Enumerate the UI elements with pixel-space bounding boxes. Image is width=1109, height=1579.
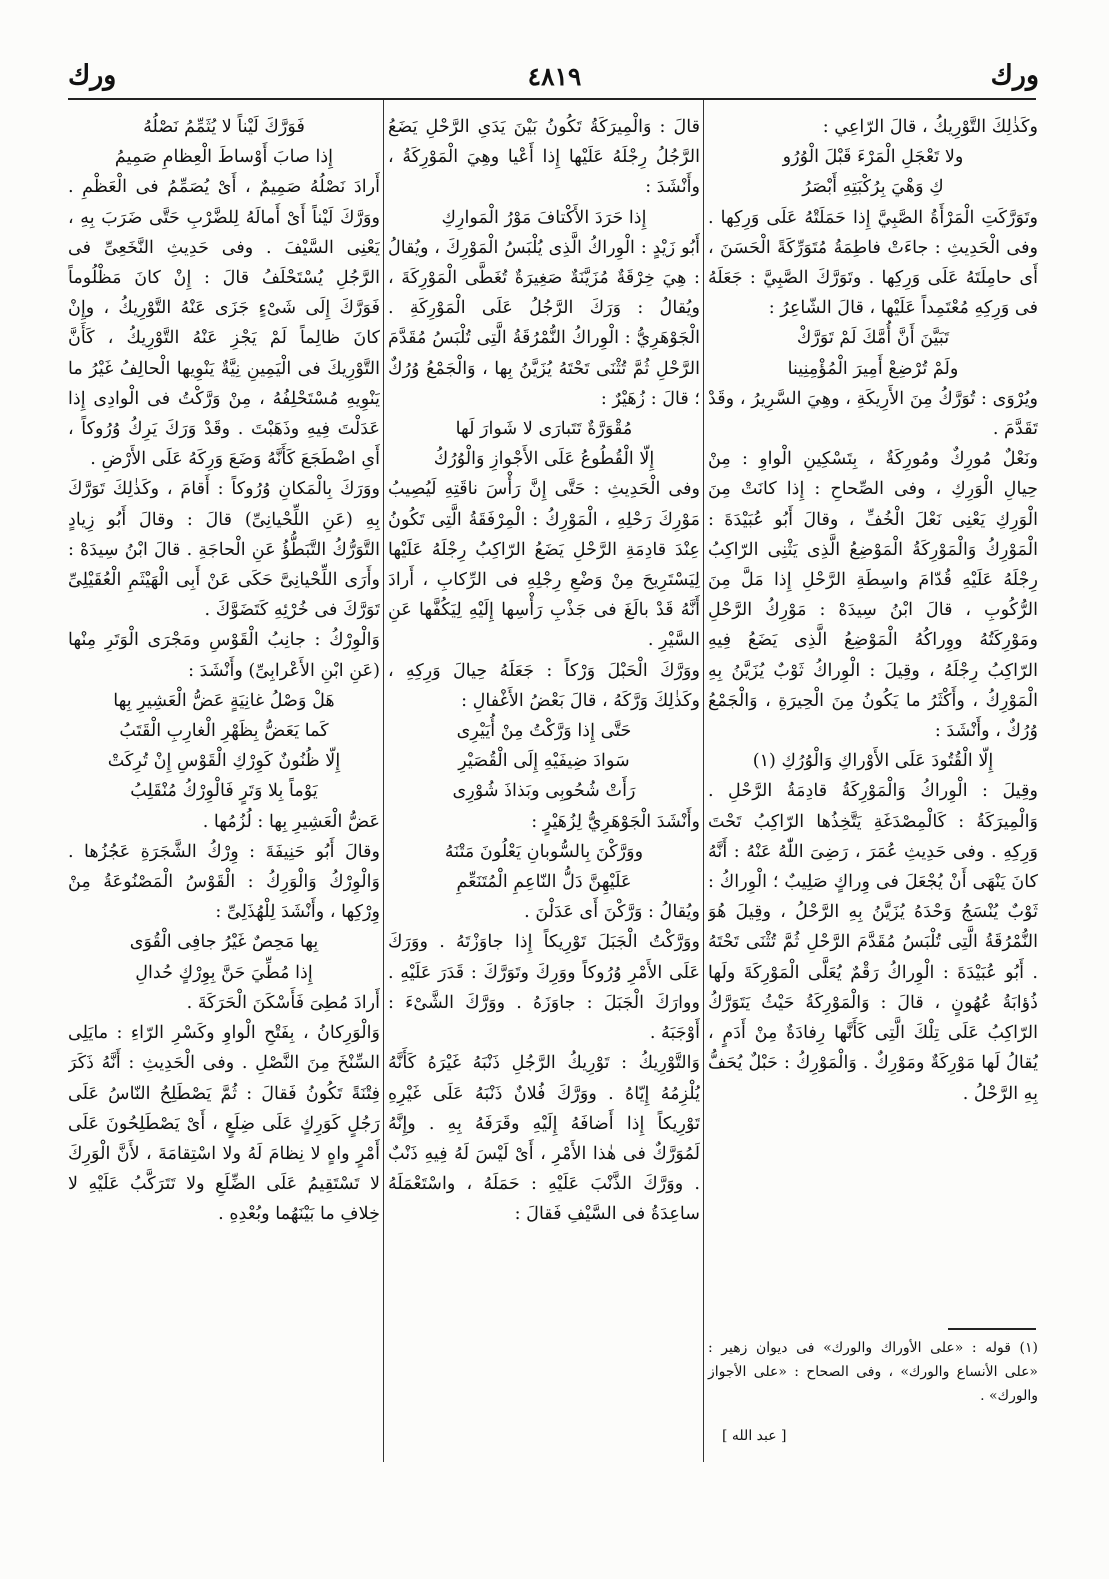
verse-line: فَوَرَّكَ لَيْناً لا يُثَمِّمُ نَصْلُهُ — [143, 117, 305, 137]
header-entry-left: ورك — [68, 60, 117, 91]
paragraph: قالَ : وَالْمِيرَكَةُ تَكُونُ بَيْنَ يَدَىِ الرَّحْلِ يَضَعُ الرَّجُلُ رِجْلَهُ عَلَيْها إِذا أَعْيا وهِيَ الْمَوْرِكَةُ ، وأَنْشَدَ : — [388, 117, 700, 198]
paragraph: وَالتَّوْرِيكُ : تَوْرِيكُ الرَّجُلِ ذَنْبَهُ غَيْرَهُ كَأَنَّهُ يُلْزِمُهُ إِيّاهُ . ووَرَّكَ فُلانٌ ذَنْبَهُ عَلَى غَيْرِهِ تَوْرِيكاً إِذا أَضافَهُ إِلَيْهِ وقَرَفَهُ بِهِ . وإِنَّهُ لَمُوَرَّكٌ فى هٰذا الأَمْرِ ، أَىْ لَيْسَ لَهُ فِيهِ ذَنْبٌ . ووَرَّكَ الذَّنْبَ عَلَيْهِ : حَمَلَهُ ، واسْتَعْمَلَهُ ساعِدَةُ فى السَّيْفِ فَقالَ : — [388, 1053, 700, 1225]
verse-line: ووَرَّكْنَ بِالسُّوبانِ يَعْلُونَ مَتْنَهُ — [444, 841, 644, 862]
footnote — [708, 1336, 1038, 1408]
verse-line: كِ وَهْيَ بِرُكْبَتِهِ أَبْصَرُ — [802, 177, 944, 198]
verse-line: عَلَيْهِنَّ دَلُّ النّاعِمِ الْمُتَنَعِّمِ — [456, 872, 632, 893]
text-column-right — [708, 112, 1038, 1324]
verse-line: بِها مَحِصٌ غَيْرُ جافِى الْقُوَى — [129, 932, 319, 953]
verse-line: تَبَيَّنَ أَنَّ أُمَّكَ لَمْ تَوَرَّكْ — [796, 328, 950, 349]
paragraph: وتَوَرَّكَتِ الْمَرْأَةُ الصَّبِيَّ إِذا حَمَلَتْهُ عَلَى وَرِكِها . وفى الْحَدِيثِ : جاءَتْ فاطِمَةُ مُتَوَرِّكَةً الْحَسَنَ ، أَى حامِلَتَهُ عَلَى وَرِكِها . وتَوَرَّكَ الصَّبِيَّ : جَعَلَهُ فى وَرِكِهِ مُعْتَمِداً عَلَيْها ، قالَ الشّاعِرُ : — [708, 207, 1038, 319]
verse-line: يَوْماً بِلا وَتَرٍ فَالْوِرْكُ مُنْقَلِبُ — [130, 781, 318, 802]
column-divider — [383, 100, 384, 1462]
verse-line: إِلّا ظُنُونٌ كَوِرْكِ الْقَوْسِ إِنْ تُرِكَتْ — [107, 751, 341, 772]
header-rule — [68, 98, 1036, 100]
verse-line: مُقْوَرَّةٌ تَتَبارَى لا شَوارَ لَها — [455, 419, 633, 440]
paragraph: أَرادَ نَصْلُهُ صَمِيمٌ ، أَىْ يُصَمِّمُ فى الْعَظْمِ . ووَرَّكَ لَيْناً أَىْ أَمالَهُ لِلضَّرْبِ حَتَّى ضَرَبَ بِهِ ، يَعْنِى السَّيْفَ . وفى حَدِيثِ النَّخَعِىِّ فى الرَّجُلِ يُسْتَحْلَفُ قالَ : إِنْ كانَ مَظْلُوماً فَوَرَّكَ إِلَى شَىْءٍ جَزَى عَنْهُ التَّوْرِيكُ ، وإِنْ كانَ ظالِماً لَمْ يَجْزِ عَنْهُ التَّوْرِيكُ ، كَأَنَّ التَّوْرِيكَ فى الْيَمِينِ نِيَّةٌ يَنْوِيها الْحالِفُ غَيْرُ ما يَنْوِيهِ مُسْتَحْلِفُهُ ، مِنْ وَرَّكْتُ فى الْوادِى إِذا عَدَلْتَ فِيهِ وذَهَبْتَ . وقَدْ وَرَكَ يَرِكُ وُرُوكاً ، أَىِ اضْطَجَعَ كَأَنَّهُ وَضَعَ وَرِكَهُ عَلَى الأَرْضِ . — [68, 177, 380, 470]
verse-line: إِذا مُطِّيَ حَنَّ بِوِرْكٍ حُدالِ — [135, 962, 313, 983]
verse-line: هَلْ وَصْلُ غانِيَةٍ عَضُّ الْعَشِيرِ بِها — [113, 690, 335, 711]
paragraph: ووَرَكَ بِالْمَكانِ وُرُوكاً : أَقامَ ، وكَذٰلِكَ تَوَرَّكَ بِهِ (عَنِ اللِّحْيانِىِّ) قالَ : وقالَ أَبُو زِيادٍ التَّوَرُّكُ التَّبَطُّؤُ عَنِ الْحاجَةِ . قالَ ابْنُ سِيدَهْ : وأَرَى اللِّحْيانِىَّ حَكَى عَنْ أَبِى الْهَيْثَمِ الْعُقَيْلِىِّ تَوَرَّكَ فى خُرْئِهِ كَتَضَوَّكَ . — [68, 479, 380, 621]
paragraph: وكَذٰلِكَ التَّوْرِيكُ ، قالَ الرّاعِي : — [822, 117, 1038, 137]
paragraph: ووَرَّكْتُ الْجَبَلَ تَوْرِيكاً إِذا جاوَزْتَهُ . ووَرَكَ عَلَى الأَمْرِ وُرُوكاً ووَرِكَ وتَوَرَّكَ : قَدَرَ عَلَيْهِ . ووارَكَ الْجَبَلَ : جاوَزَهُ . ووَرَّكَ الشَّىْءَ : أَوْجَبَهُ . — [388, 932, 700, 1044]
page-number: ٤٨١٩ — [527, 62, 582, 91]
paragraph: وقالَ أَبُو حَنِيفَةَ : وِرْكُ الشَّجَرَةِ عَجُزُها . وَالْوِرْكُ وَالْوَرِكُ : الْقَوْسُ الْمَصْنُوعَةُ مِنْ وِرْكِها ، وأَنْشَدَ لِلْهُذَلِىِّ : — [68, 841, 380, 923]
paragraph: أَبُو زَيْدٍ : الْوِراكُ الَّذِى يُلْبَسُ الْمَوْرِكَ ، ويُقالُ : هِيَ خِرْقَةٌ مُزَيَّنَةٌ صَغِيرَةٌ تُغَطَّى الْمَوْرِكَةَ ، ويُقالُ : وَرَكَ الرَّجُلُ عَلَى الْمَوْرِكَةِ . الْجَوْهَرِيُّ : الْوِراكُ النُّمْرُقَةُ الَّتِى تُلْبَسُ مُقَدَّمَ الرَّحْلِ ثُمَّ تُثْنَى تَحْتَهُ يُزَيَّنُ بِها ، وَالْجَمْعُ وُرُكٌ ؛ قالَ : زُهَيْرٌ : — [388, 237, 700, 409]
footnote-line: (١) قوله : «على الأوراك والورك» فى ديوان زهير : «على الأنساع والورك» ، وفى الصحاح : «على الأجواز والورك» . — [708, 1340, 1038, 1404]
paragraph: وقِيلَ : الْوِراكُ وَالْمَوْرِكَةُ قادِمَةُ الرَّحْلِ . وَالْمِيرَكَةُ : كَالْمِصْدَغَةِ يَتَّخِذُها الرّاكِبُ تَحْتَ وَرِكِهِ . وفى حَدِيثِ عُمَرَ ، رَضِىَ اللّٰهُ عَنْهُ : أَنَّهُ كانَ يَنْهَى أَنْ يُجْعَلَ فى وِراكٍ صَلِيبٌ ؛ الْوِراكُ : ثَوْبٌ يُنْسَجُ وَحْدَهُ يُزَيَّنُ بِهِ الرَّحْلُ ، وقِيلَ هُوَ النُّمْرُقَةُ الَّتِى تُلْبَسُ مُقَدَّمَ الرَّحْلِ ثُمَّ تُثْنَى تَحْتَهُ . أَبُو عُبَيْدَةَ : الْوِراكُ رَقْمٌ يُعَلَّى الْمَوْرِكَةَ ولَها ذُؤابَةُ عُهُونٍ ، قالَ : وَالْمَوْرِكَةُ حَيْثُ يَتَوَرَّكُ الرّاكِبُ عَلَى تِلْكَ الَّتِى كَأَنَّها رِفادَةٌ مِنْ أَدَمٍ ، يُقالُ لَها مَوْرِكَةٌ ومَوْرِكٌ . وَالْمَوْرِكُ : حَبْلٌ يُحَفُّ بِهِ الرَّحْلُ . — [708, 781, 1038, 1104]
text-column-left — [68, 112, 380, 1460]
verse-line: رَأَتْ شُحُوبِى وبَذاذَ شُوْرِى — [452, 781, 636, 802]
paragraph: ووَرَّكَ الْحَبْلَ وَرْكاً : جَعَلَهُ حِيالَ وَرِكِهِ ، وكَذٰلِكَ وَرَّكَهُ ، قالَ بَعْضُ الأَغْفالِ : — [388, 660, 700, 711]
paragraph: ويُقالُ : وَرَّكْنَ أَى عَدَلْنَ . — [524, 902, 700, 923]
paragraph: وَالْوَرِكانُ ، بِفَتْحِ الْواوِ وكَسْرِ الرّاءِ : مايَلِى السِّنْخَ مِنَ النَّصْلِ . وفى الْحَدِيثِ : أَنَّهُ ذَكَرَ فِتْنَةً تَكُونُ فَقالَ : ثُمَّ يَصْطَلِحُ النّاسُ عَلَى رَجُلٍ كَوَرِكٍ عَلَى ضِلَعٍ ، أَىْ يَصْطَلِحُونَ عَلَى أَمْرٍ واهٍ لا نِظامَ لَهُ ولا اسْتِقامَةَ ، لأَنَّ الْوَرِكَ لا تَسْتَقِيمُ عَلَى الضِّلَعِ ولا تَتَرَكَّبُ عَلَيْهِ لا خِلافِ ما بَيْنَهُما وبُعْدِهِ . — [68, 1023, 380, 1225]
verse-line: إِلّا الْقُتُودَ عَلَى الأَوْراكِ وَالْوُرُكِ (١) — [752, 751, 994, 772]
verse-line: إِذا حَرَدَ الأَكْتافَ مَوْرُ الْمَوارِكِ — [441, 207, 647, 228]
paragraph: وفى الْحَدِيثِ : حَتَّى إِنَّ رَأْسَ ناقَتِهِ لَيُصِيبُ مَوْرِكَ رَحْلِهِ ، الْمَوْرِكُ : الْمِرْفَقَةُ الَّتِى تَكُونُ عِنْدَ قادِمَةِ الرَّحْلِ يَضَعُ الرّاكِبُ رِجْلَهُ عَلَيْها لِيَسْتَرِيحَ مِنْ وَضْعِ رِجْلِهِ فى الرِّكابِ ، أَرادَ أَنَّهُ قَدْ بالَغَ فى جَذْبِ رَأْسِها إِلَيْهِ لِيَكُفَّها عَنِ السَّيْرِ . — [388, 479, 700, 651]
footnote-rule — [948, 1328, 1036, 1330]
column-divider — [703, 100, 704, 1462]
verse-line: ولَمْ تُرْضِعْ أَمِيرَ الْمُؤْمِنِينا — [787, 358, 959, 379]
paragraph: وأَنْشَدَ الْجَوْهَرِيُّ لِزُهَيْرٍ : — [531, 811, 700, 832]
footnote-signature: [ عبد الله ] — [722, 1428, 787, 1444]
header-entry-right: ورك — [990, 60, 1039, 91]
verse-line: سَوادَ ضِيفَيْهِ إِلَى الْقُصَيْرِ — [458, 751, 630, 772]
paragraph: ويُرْوَى : تُوَرَّكُ مِنَ الأَرِيكَةِ ، وهِيَ السَّرِيرُ ، وقَدْ تَقَدَّمَ . — [708, 388, 1038, 440]
paragraph: ونَعْلٌ مُورِكٌ ومُورِكَةٌ ، بِتَسْكِينِ الْواوِ : مِنْ حِيالِ الْوَرِكِ ، وفى الصِّحاحِ : إِذا كانَتْ مِنَ الْوَرِكِ يَعْنِى نَعْلَ الْخُفِّ ، وقالَ أَبُو عُبَيْدَةَ : الْمَوْرِكُ وَالْمَوْرِكَةُ الْمَوْضِعُ الَّذِى يَثْنِى الرّاكِبُ رِجْلَهُ عَلَيْهِ قُدّامَ واسِطَةِ الرَّحْلِ إِذا مَلَّ مِنَ الرُّكُوبِ ، قالَ ابْنُ سِيدَهْ : مَوْرِكُ الرَّحْلِ ومَوْرِكَتُهُ ووِراكُهُ الْمَوْضِعُ الَّذِى يَضَعُ فِيهِ الرّاكِبُ رِجْلَهُ ، وقِيلَ : الْوِراكُ ثَوْبٌ يُزَيَّنُ بِهِ الْمَوْرِكُ ، وأَكْثَرُ ما يَكُونُ مِنَ الْحِيرَةِ ، وَالْجَمْعُ وُرُكٌ ، وأَنْشَدَ : — [708, 449, 1038, 742]
verse-line: حَتَّى إِذا وَرَّكْتُ مِنْ أُيَيْرِى — [456, 721, 632, 742]
paragraph: أَرادَ مُطِىَ فَأَسْكَنَ الْحَرَكَةَ . — [186, 992, 380, 1013]
text-column-middle — [388, 112, 700, 1460]
paragraph: وَالْوِرْكُ : جانِبُ الْقَوْسِ ومَجْرَى الْوَتَرِ مِنْها (عَنِ ابْنِ الأَعْرابِىِّ) وأَنْشَدَ : — [68, 630, 380, 681]
verse-line: إِذا صابَ أَوْساطَ الْعِظامِ صَمِيمُ — [114, 147, 334, 168]
paragraph: عَضُّ الْعَشِيرِ بِها : لُزُمُها . — [202, 811, 380, 832]
verse-line: ولا تَعْجَلِ الْمَرْءَ قَبْلَ الْوُرُو — [782, 147, 964, 168]
verse-line: إِلّا الْقُطُوعُ عَلَى الأَجْوازِ وَالْوُرُكُ — [433, 449, 655, 470]
verse-line: كَما يَعَضُّ بِظَهْرِ الْغارِبِ الْقَتَبُ — [119, 721, 329, 742]
